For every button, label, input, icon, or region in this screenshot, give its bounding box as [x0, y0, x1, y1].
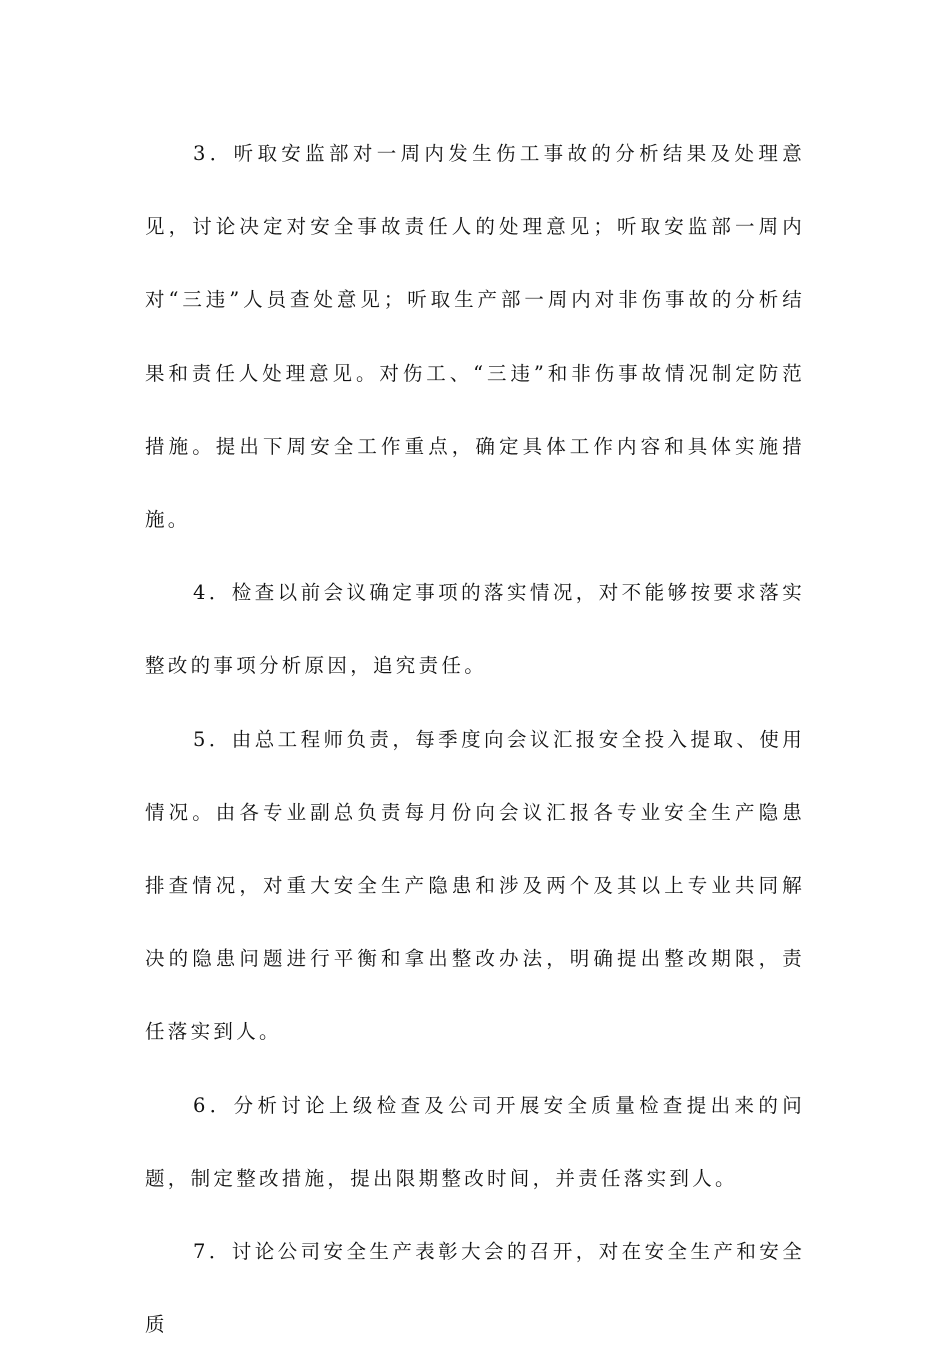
- paragraph-item-5: [145, 703, 805, 1069]
- paragraph-item-6: [145, 1069, 805, 1215]
- document-body: [145, 117, 805, 1361]
- paragraph-text: 3．听取安监部对一周内发生伤工事故的分析结果及处理意见，讨论决定对安全事故责任人的处理意见；听取安监部一周内对“三违”人员查处意见；听取生产部一周内对非伤事故的分析结果和责任人处理意见。对伤工、“三违”和非伤事故情况制定防范措施。提出下周安全工作重点，确定具体工作内容和具体实施措施。: [145, 142, 805, 532]
- paragraph-text: 5．由总工程师负责，每季度向会议汇报安全投入提取、使用情况。由各专业副总负责每月份向会议汇报各专业安全生产隐患排查情况，对重大安全生产隐患和涉及两个及其以上专业共同解决的隐患问题进行平衡和拿出整改办法，明确提出整改期限，责任落实到人。: [145, 727, 805, 1044]
- paragraph-text: 6．分析讨论上级检查及公司开展安全质量检查提出来的问题，制定整改措施，提出限期整改时间，并责任落实到人。: [145, 1093, 805, 1190]
- paragraph-item-4: [145, 556, 805, 702]
- paragraph-text: 7．讨论公司安全生产表彰大会的召开，对在安全生产和安全质: [145, 1240, 805, 1337]
- paragraph-item-3: [145, 117, 805, 556]
- paragraph-item-7: [145, 1215, 805, 1361]
- paragraph-text: 4．检查以前会议确定事项的落实情况，对不能够按要求落实整改的事项分析原因，追究责任。: [145, 581, 805, 678]
